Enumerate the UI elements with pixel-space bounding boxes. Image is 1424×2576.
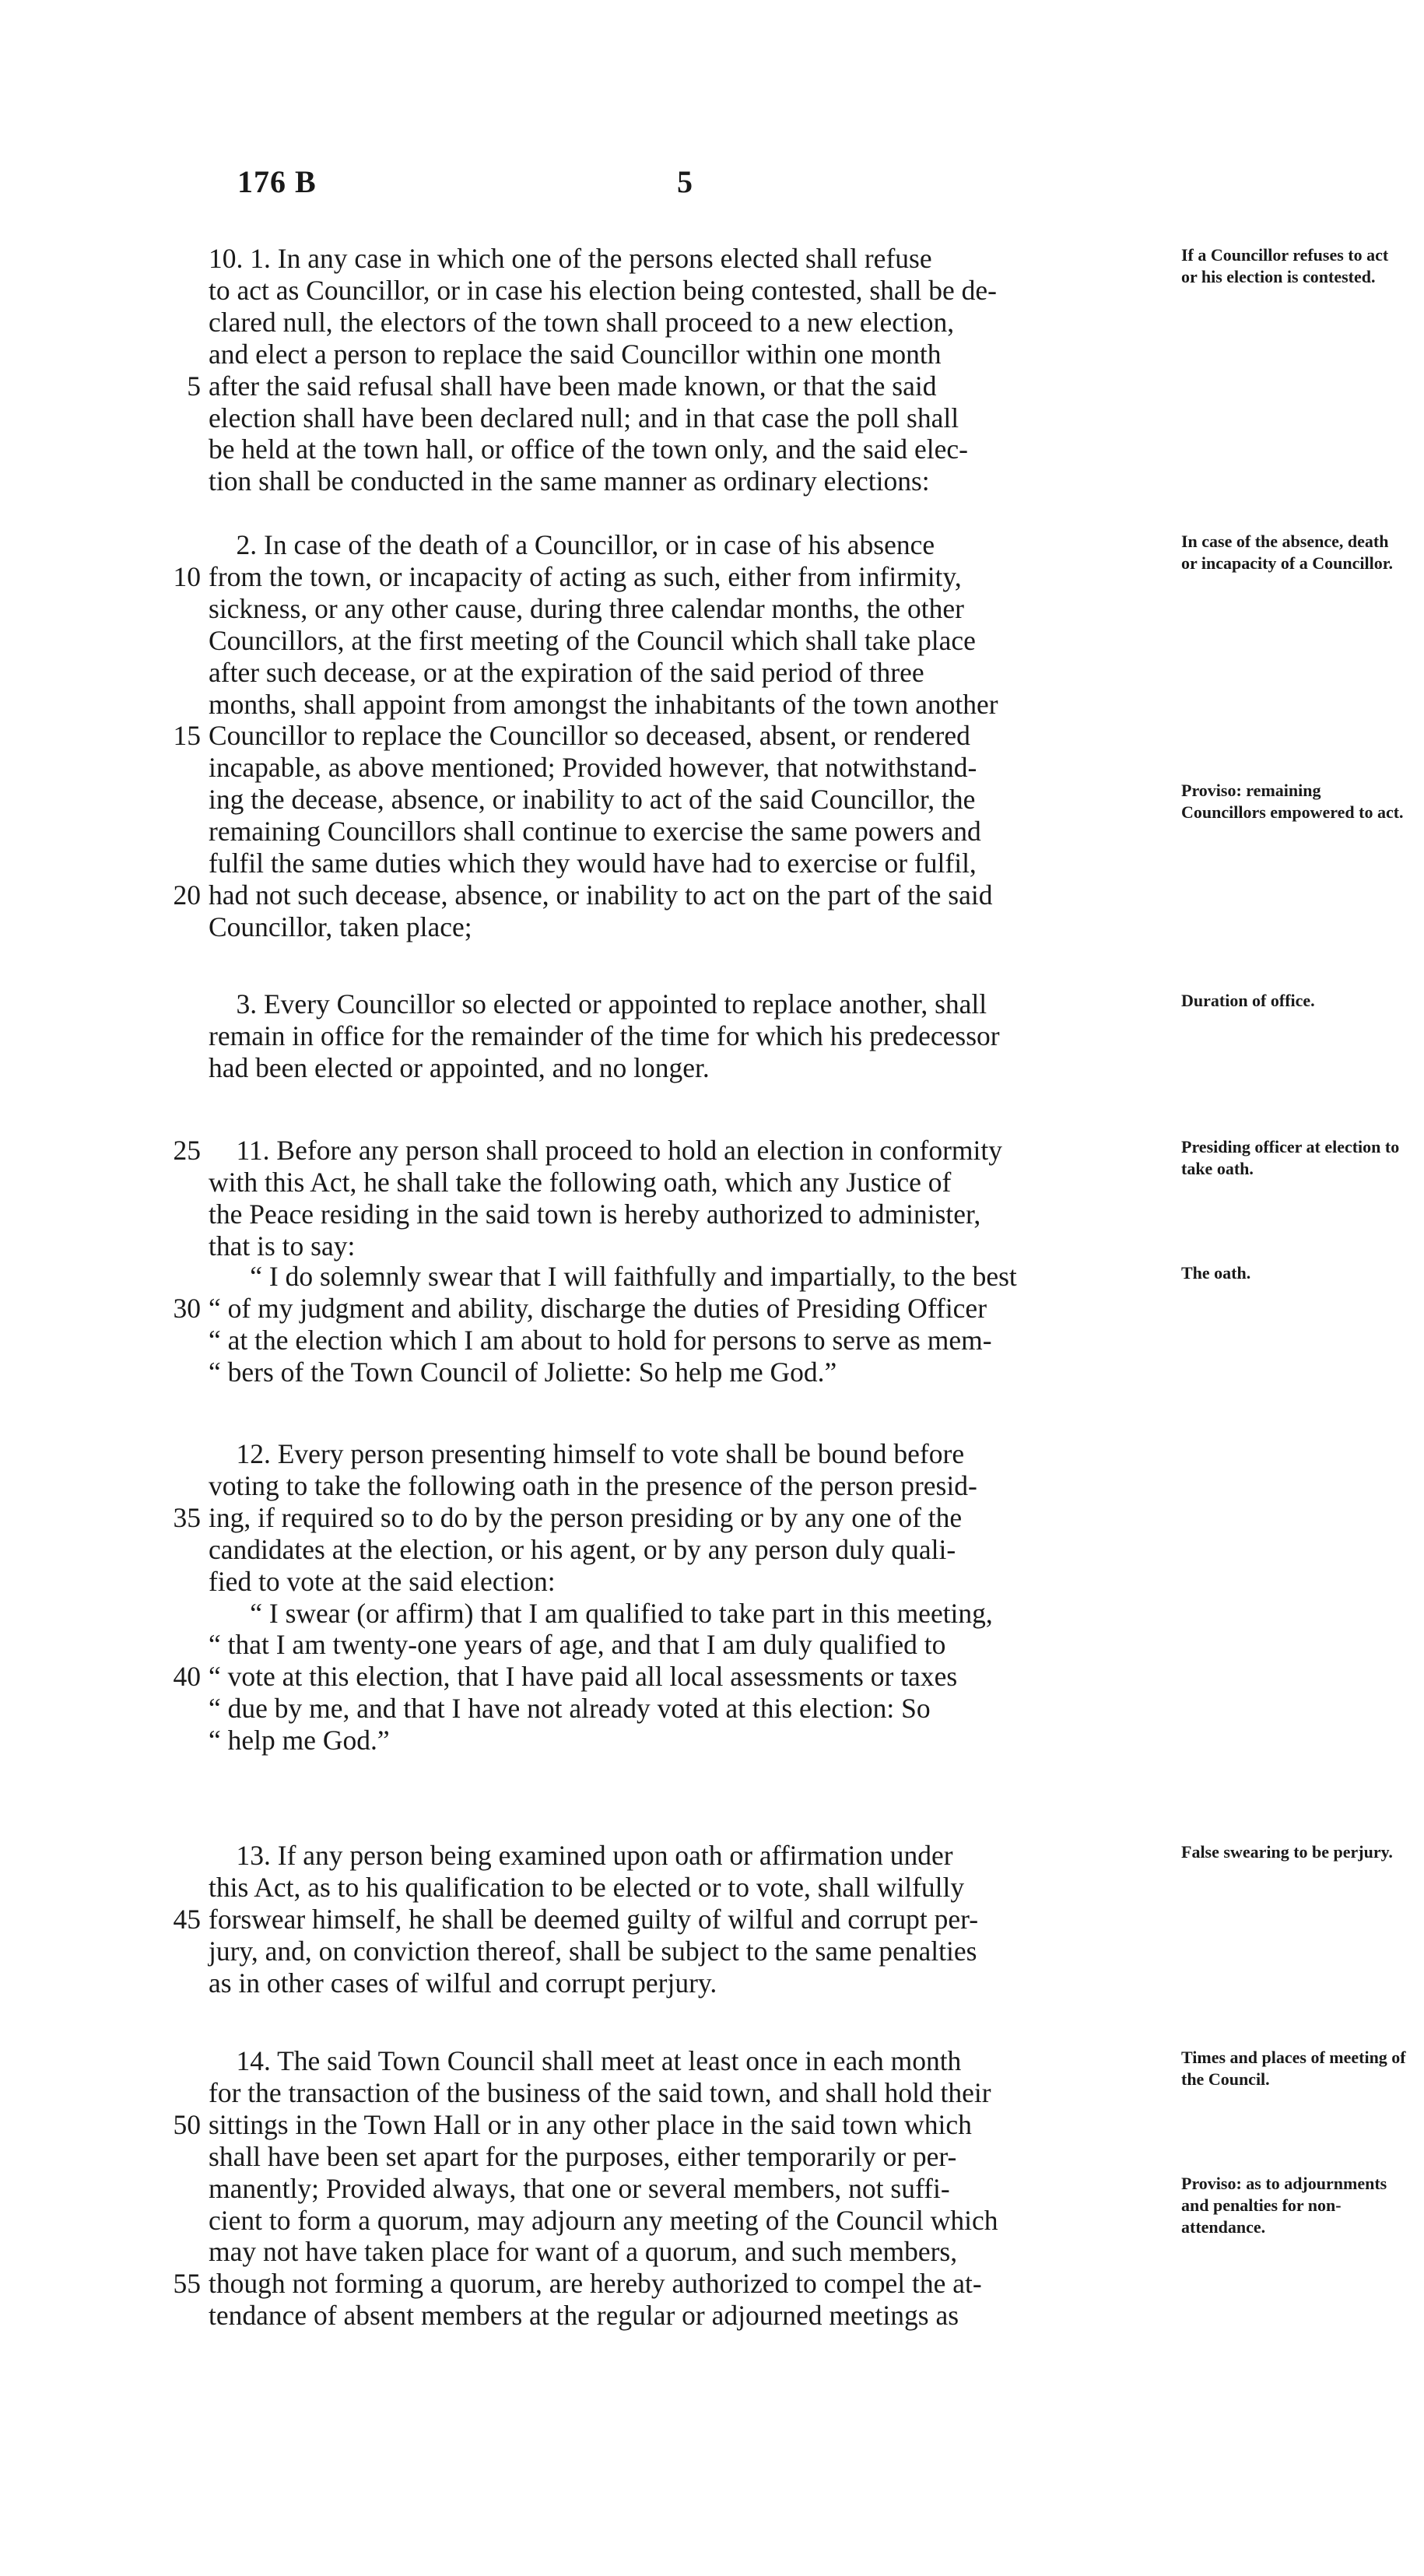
line-text: “ bers of the Town Council of Joliette: So help me God.” bbox=[209, 1356, 837, 1388]
text-line bbox=[170, 988, 1197, 1020]
text-line bbox=[170, 465, 1197, 497]
line-number: 5 bbox=[187, 370, 201, 402]
line-text: “ help me God.” bbox=[209, 1725, 390, 1757]
text-line bbox=[170, 752, 1197, 783]
text-line bbox=[170, 657, 1197, 688]
line-text: jury, and, on conviction thereof, shall be subject to the same penalties bbox=[209, 1935, 977, 1967]
text-line bbox=[170, 816, 1197, 847]
line-text: voting to take the following oath in the presence of the person presid- bbox=[209, 1469, 977, 1501]
text-line bbox=[170, 2173, 1197, 2204]
text-line bbox=[170, 2205, 1197, 2236]
line-text: “ I swear (or affirm) that I am qualified to take part in this meeting, bbox=[209, 1597, 993, 1629]
line-text: be held at the town hall, or office of the town only, and the said elec- bbox=[209, 433, 968, 465]
line-text: had not such decease, absence, or inability to act on the part of the said bbox=[209, 879, 993, 911]
line-text: Councillor, taken place; bbox=[209, 911, 472, 942]
line-text: had been elected or appointed, and no longer. bbox=[209, 1051, 710, 1083]
line-text: as in other cases of wilful and corrupt perjury. bbox=[209, 1967, 717, 1999]
line-text: manently; Provided always, that one or several members, not suffi- bbox=[209, 2172, 950, 2204]
line-text: 12. Every person presenting himself to vote shall be bound before bbox=[209, 1438, 965, 1469]
text-line bbox=[170, 370, 1197, 402]
text-line bbox=[170, 561, 1197, 592]
text-line bbox=[170, 1052, 1197, 1083]
line-text: forswear himself, he shall be deemed guilty of wilful and corrupt per- bbox=[209, 1903, 979, 1935]
line-text: after the said refusal shall have been made known, or that the said bbox=[209, 370, 937, 402]
line-text: from the town, or incapacity of acting as such, either from infirmity, bbox=[209, 560, 962, 592]
text-line bbox=[170, 1872, 1197, 1903]
line-text: remaining Councillors shall continue to exercise the same powers and bbox=[209, 816, 981, 848]
line-text: incapable, as above mentioned; Provided however, that notwithstand- bbox=[209, 752, 977, 784]
text-line bbox=[170, 1936, 1197, 1967]
line-text: for the transaction of the business of the said town, and shall hold their bbox=[209, 2076, 991, 2108]
text-line bbox=[170, 2077, 1197, 2108]
margin-note: Duration of office. bbox=[1181, 991, 1315, 1010]
text-line bbox=[170, 689, 1197, 720]
text-line bbox=[170, 402, 1197, 433]
line-text: after such decease, or at the expiration of the said period of three bbox=[209, 656, 924, 688]
page-number: 5 bbox=[677, 164, 693, 199]
text-line bbox=[170, 1693, 1197, 1724]
text-line bbox=[170, 1199, 1197, 1230]
text-line bbox=[170, 625, 1197, 656]
text-line bbox=[170, 784, 1197, 815]
margin-note: Times and places of meeting of the Council. bbox=[1181, 2048, 1406, 2089]
line-text: 3. Every Councillor so elected or appointed to replace another, shall bbox=[209, 988, 987, 1020]
text-line bbox=[170, 1261, 1197, 1292]
line-text: sittings in the Town Hall or in any other place in the said town which bbox=[209, 2108, 972, 2140]
line-text: to act as Councillor, or in case his election being contested, shall be de- bbox=[209, 274, 997, 306]
text-line bbox=[170, 1470, 1197, 1501]
text-line bbox=[170, 2109, 1197, 2140]
margin-note: Proviso: as to adjournments and penalties for non-attendance. bbox=[1181, 2174, 1387, 2237]
line-text: “ of my judgment and ability, discharge the duties of Presiding Officer bbox=[209, 1292, 987, 1324]
text-line bbox=[170, 1904, 1197, 1935]
text-line bbox=[170, 1967, 1197, 1999]
line-text: and elect a person to replace the said Councillor within one month bbox=[209, 338, 942, 370]
line-text: fulfil the same duties which they would have had to exercise or fulfil, bbox=[209, 848, 977, 879]
line-text: Councillor to replace the Councillor so deceased, absent, or rendered bbox=[209, 720, 970, 752]
text-line bbox=[170, 2141, 1197, 2172]
line-text: candidates at the election, or his agent, or by any person duly quali- bbox=[209, 1533, 956, 1565]
text-line bbox=[170, 1293, 1197, 1324]
text-line bbox=[170, 307, 1197, 338]
line-text: election shall have been declared null; and in that case the poll shall bbox=[209, 402, 959, 433]
text-line bbox=[170, 1629, 1197, 1660]
line-text: 13. If any person being examined upon oath or affirmation under bbox=[209, 1840, 953, 1871]
text-line bbox=[170, 1661, 1197, 1692]
text-line bbox=[170, 879, 1197, 911]
text-line bbox=[170, 2268, 1197, 2299]
margin-note: Presiding officer at election to take oath. bbox=[1181, 1137, 1400, 1178]
line-text: ing the decease, absence, or inability to act of the said Councillor, the bbox=[209, 784, 976, 816]
text-line bbox=[170, 529, 1197, 560]
line-text: may not have taken place for want of a quorum, and such members, bbox=[209, 2236, 958, 2268]
line-number: 20 bbox=[173, 879, 201, 911]
text-line bbox=[170, 848, 1197, 879]
text-line bbox=[170, 1598, 1197, 1629]
line-text: 2. In case of the death of a Councillor, or in case of his absence bbox=[209, 529, 935, 560]
line-text: though not forming a quorum, are hereby authorized to compel the at- bbox=[209, 2268, 982, 2300]
text-line bbox=[170, 275, 1197, 306]
text-line bbox=[170, 1840, 1197, 1871]
line-number: 30 bbox=[173, 1292, 201, 1324]
text-line bbox=[170, 2300, 1197, 2331]
line-text: “ that I am twenty-one years of age, and that I am duly qualified to bbox=[209, 1629, 946, 1661]
line-text: 11. Before any person shall proceed to hold an election in conformity bbox=[209, 1135, 1003, 1166]
text-line bbox=[170, 720, 1197, 751]
line-text: cient to form a quorum, may adjourn any meeting of the Council which bbox=[209, 2204, 998, 2236]
line-number: 15 bbox=[173, 720, 201, 752]
text-line bbox=[170, 1725, 1197, 1756]
margin-note: Proviso: remaining Councillors empowered to act. bbox=[1181, 781, 1404, 822]
line-text: tendance of absent members at the regular or adjourned meetings as bbox=[209, 2300, 959, 2332]
line-number: 45 bbox=[173, 1903, 201, 1935]
line-text: 10. 1. In any case in which one of the persons elected shall refuse bbox=[209, 243, 932, 274]
text-line bbox=[170, 433, 1197, 465]
line-text: Councillors, at the first meeting of the Council which shall take place bbox=[209, 624, 976, 656]
line-number: 10 bbox=[173, 560, 201, 592]
text-line bbox=[170, 1566, 1197, 1597]
text-line bbox=[170, 1167, 1197, 1198]
margin-note: In case of the absence, death or incapacity of a Councillor. bbox=[1181, 532, 1393, 573]
line-number: 35 bbox=[173, 1501, 201, 1533]
text-line bbox=[170, 1230, 1197, 1262]
line-number: 25 bbox=[173, 1135, 201, 1166]
text-line bbox=[170, 243, 1197, 274]
line-text: ing, if required so to do by the person presiding or by any one of the bbox=[209, 1501, 963, 1533]
text-line bbox=[170, 911, 1197, 942]
line-text: “ I do solemnly swear that I will faithfully and impartially, to the best bbox=[209, 1261, 1017, 1292]
text-line bbox=[170, 2045, 1197, 2076]
text-line bbox=[170, 1135, 1197, 1166]
page-reference: 176 B bbox=[237, 164, 317, 199]
text-line bbox=[170, 1356, 1197, 1388]
line-text: this Act, as to his qualification to be elected or to vote, shall wilfully bbox=[209, 1871, 965, 1903]
line-text: “ due by me, and that I have not already voted at this election: So bbox=[209, 1693, 931, 1725]
line-text: clared null, the electors of the town shall proceed to a new election, bbox=[209, 306, 955, 338]
text-line bbox=[170, 2236, 1197, 2267]
line-text: with this Act, he shall take the following oath, which any Justice of bbox=[209, 1166, 952, 1198]
line-text: 14. The said Town Council shall meet at least once in each month bbox=[209, 2045, 962, 2076]
text-line bbox=[170, 1325, 1197, 1356]
line-text: the Peace residing in the said town is hereby authorized to administer, bbox=[209, 1198, 981, 1230]
line-text: sickness, or any other cause, during three calendar months, the other bbox=[209, 592, 964, 624]
line-number: 40 bbox=[173, 1661, 201, 1693]
line-text: remain in office for the remainder of the time for which his predecessor bbox=[209, 1020, 1000, 1051]
line-text: “ at the election which I am about to hold for persons to serve as mem- bbox=[209, 1324, 992, 1356]
line-text: fied to vote at the said election: bbox=[209, 1565, 556, 1597]
line-text: shall have been set apart for the purposes, either temporarily or per- bbox=[209, 2140, 957, 2172]
line-text: “ vote at this election, that I have paid all local assessments or taxes bbox=[209, 1661, 958, 1693]
line-text: tion shall be conducted in the same manner as ordinary elections: bbox=[209, 465, 930, 497]
text-line bbox=[170, 1438, 1197, 1469]
text-line bbox=[170, 1020, 1197, 1051]
text-line bbox=[170, 593, 1197, 624]
text-line bbox=[170, 1534, 1197, 1565]
line-text: that is to say: bbox=[209, 1230, 356, 1262]
margin-note: The oath. bbox=[1181, 1263, 1251, 1283]
margin-note: False swearing to be perjury. bbox=[1181, 1842, 1393, 1862]
line-number: 55 bbox=[173, 2268, 201, 2300]
line-text: months, shall appoint from amongst the inhabitants of the town another bbox=[209, 688, 998, 720]
text-line bbox=[170, 1502, 1197, 1533]
margin-note: If a Councillor refuses to act or his election is contested. bbox=[1181, 245, 1389, 286]
text-line bbox=[170, 339, 1197, 370]
line-number: 50 bbox=[173, 2108, 201, 2140]
